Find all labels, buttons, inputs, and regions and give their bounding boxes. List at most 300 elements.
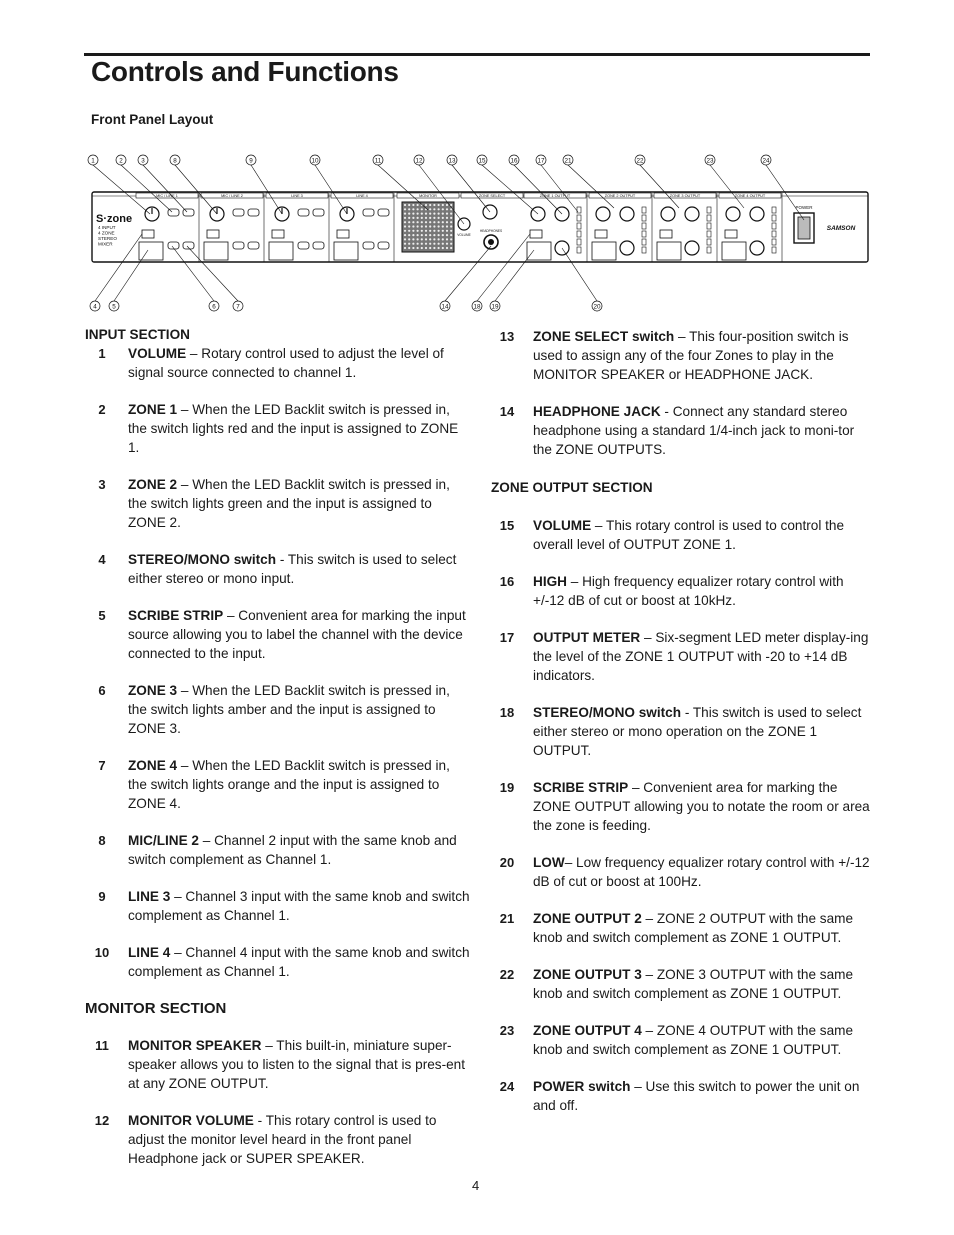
zone2-switch-icon [248,209,259,216]
grille-hole [408,213,410,215]
item-term: ZONE OUTPUT 2 [533,911,642,926]
grille-hole [450,217,452,219]
grille-hole [408,225,410,227]
item-number: 5 [98,608,106,623]
grille-hole [421,230,423,232]
channel-label: MIC / LINE 2 [221,194,243,198]
zone-volume-knob-icon [726,207,740,221]
callout-number: 20 [593,303,601,311]
grille-hole [438,217,440,219]
item-14 [490,402,875,459]
item-description: – Use this switch to power the unit on and off. [533,1079,860,1113]
item-description: - This switch is used to select either stereo or mono operation on the ZONE 1 OUTPUT. [533,705,862,758]
grille-hole [446,230,448,232]
grille-hole [433,208,435,210]
grille-hole [417,213,419,215]
item-description: – When the LED Backlit switch is pressed in, the switch lights amber and the input is assigned to ZONE 3. [128,683,450,736]
item-description: – This four-position switch is used to assign any of the four Zones to play in the MONITOR SPEAKER or HEADPHONE JACK. [533,329,849,382]
grille-hole [425,243,427,245]
grille-hole [446,238,448,240]
grille-hole [421,234,423,236]
grille-hole [450,221,452,223]
item-description: – This rotary control is used to control the overall level of OUTPUT ZONE 1. [533,518,845,552]
item-description: – When the LED Backlit switch is pressed in, the switch lights orange and the input is assigned to ZONE 4. [128,758,450,811]
grille-hole [417,221,419,223]
item-number: 8 [98,833,106,848]
meter-led [642,215,646,221]
grille-hole [438,234,440,236]
item-11 [85,1036,470,1093]
item-5 [85,606,470,663]
meter-led [772,223,776,229]
zone2-switch-icon [183,209,194,216]
item-number: 17 [499,630,515,645]
item-term: ZONE 3 [128,683,178,698]
item-description: – Six-segment LED meter display-ing the level of the ZONE 1 OUTPUT with -20 to +14 dB indicators. [533,630,869,683]
item-16 [490,572,875,610]
grille-hole [408,234,410,236]
stereo-mono-switch-icon [207,230,219,238]
grille-hole [417,234,419,236]
grille-hole [433,238,435,240]
item-9 [85,887,470,925]
grille-hole [421,221,423,223]
callout-number: 14 [441,303,449,311]
grille-hole [433,234,435,236]
item-term: LOW [533,855,565,870]
zone4-switch-icon [378,242,389,249]
callout-number: 10 [311,157,319,165]
grille-hole [446,213,448,215]
stereo-mono-switch-icon [337,230,349,238]
item-number: 22 [499,967,515,982]
grille-hole [425,238,427,240]
grille-hole [442,213,444,215]
item-description: - Connect any standard stereo headphone using a standard 1/4-inch jack to moni-tor the ZONE OUTPUTS. [533,404,855,457]
monitor-label: MONITOR [419,194,437,198]
grille-hole [442,238,444,240]
grille-hole [429,221,431,223]
grille-hole [446,243,448,245]
meter-led [577,239,581,245]
zone-stereo-mono-switch-icon [595,230,607,238]
grille-hole [408,243,410,245]
grille-hole [412,247,414,249]
grille-hole [429,230,431,232]
zone-stereo-mono-switch-icon [725,230,737,238]
scribe-strip [334,242,358,260]
zone-output-label: ZONE 2 OUTPUT [604,194,636,198]
grille-hole [429,208,431,210]
grille-hole [438,213,440,215]
input-section-heading: INPUT SECTION [85,327,190,342]
grille-hole [404,217,406,219]
meter-led [772,239,776,245]
item-number: 18 [499,705,515,720]
grille-hole [421,238,423,240]
zone1-switch-icon [363,209,374,216]
meter-led [772,207,776,213]
grille-hole [408,204,410,206]
item-description: - This rotary control is used to adjust the monitor level heard in the front panel Headphone jack or SUPER SPEAKER. [128,1113,437,1166]
scribe-strip [204,242,228,260]
grille-hole [438,204,440,206]
zone-output-label: ZONE 4 OUTPUT [734,194,766,198]
model-desc: STEREO [98,236,117,241]
item-term: POWER switch [533,1079,631,1094]
page-number: 4 [472,1178,480,1193]
meter-led [772,215,776,221]
item-term: ZONE 4 [128,758,178,773]
grille-hole [421,208,423,210]
item-term: ZONE 2 [128,477,178,492]
item-22 [490,965,875,1003]
grille-hole [404,213,406,215]
item-8 [85,831,470,869]
meter-led [642,247,646,253]
grille-hole [421,213,423,215]
item-term: MONITOR SPEAKER [128,1038,262,1053]
meter-led [772,247,776,253]
item-number: 2 [98,402,106,417]
meter-led [642,231,646,237]
zone-scribe-strip [722,242,746,260]
item-13 [490,327,875,384]
meter-led [577,207,581,213]
item-number: 3 [98,477,106,492]
item-1 [85,344,470,382]
zone-stereo-mono-switch-icon [530,230,542,238]
item-term: MIC/LINE 2 [128,833,199,848]
grille-hole [429,238,431,240]
callout-number: 23 [706,157,714,165]
meter-led [707,247,711,253]
zone-scribe-strip [592,242,616,260]
grille-hole [412,230,414,232]
grille-hole [404,225,406,227]
model-desc: 4 INPUT [98,225,116,230]
grille-hole [429,234,431,236]
callout-number: 17 [537,157,545,165]
item-term: STEREO/MONO switch [533,705,682,720]
zone-volume-knob-icon [661,207,675,221]
grille-hole [438,221,440,223]
item-term: LINE 4 [128,945,171,960]
grille-hole [446,221,448,223]
item-number: 11 [95,1038,109,1053]
callout-number: 5 [112,303,116,311]
zone3-switch-icon [233,242,244,249]
callout-number: 2 [119,157,123,165]
grille-hole [429,243,431,245]
grille-hole [446,247,448,249]
grille-hole [450,230,452,232]
zone-output-heading: ZONE OUTPUT SECTION [491,480,653,495]
low-eq-knob-icon [750,241,764,255]
callout-number: 9 [249,157,253,165]
item-description: – This built-in, miniature super-speaker allows you to listen to the signal that is pres-ent at any ZONE OUTPUT. [128,1038,466,1091]
item-term: SCRIBE STRIP [128,608,224,623]
right-column [490,325,875,1115]
monitor-cont-list [490,327,875,459]
grille-hole [425,217,427,219]
item-description: – Channel 2 input with the same knob and switch complement as Channel 1. [128,833,457,867]
grille-hole [417,204,419,206]
grille-hole [450,213,452,215]
item-6 [85,681,470,738]
item-number: 1 [98,346,106,361]
meter-led [577,223,581,229]
item-description: – Rotary control used to adjust the level of signal source connected to channel 1. [128,346,444,380]
callout-number: 24 [762,157,770,165]
grille-hole [450,234,452,236]
zone-stereo-mono-switch-icon [660,230,672,238]
item-number: 10 [94,945,110,960]
grille-hole [412,243,414,245]
grille-hole [404,238,406,240]
grille-hole [425,221,427,223]
grille-hole [442,225,444,227]
item-description: – Low frequency equalizer rotary control with +/-12 dB of cut or boost at 100Hz. [533,855,870,889]
headphone-jack-hole [488,239,494,245]
front-panel-diagram [84,150,874,318]
grille-hole [404,230,406,232]
zone4-switch-icon [313,242,324,249]
zone-scribe-strip [527,242,551,260]
front-panel-heading: Front Panel Layout [91,112,214,127]
item-18 [490,703,875,760]
grille-hole [421,217,423,219]
callout-number: 22 [636,157,644,165]
item-7 [85,756,470,813]
grille-hole [433,225,435,227]
item-number: 24 [499,1079,515,1094]
zone2-switch-icon [313,209,324,216]
meter-led [577,215,581,221]
grille-hole [429,247,431,249]
meter-led [707,231,711,237]
zone3-switch-icon [363,242,374,249]
callout-number: 7 [236,303,240,311]
grille-hole [425,213,427,215]
power-label: POWER [795,205,813,210]
page-title: Controls and Functions [91,56,399,87]
item-term: STEREO/MONO switch [128,552,277,567]
item-3 [85,475,470,532]
item-10 [85,943,470,981]
grille-hole [408,208,410,210]
low-eq-knob-icon [685,241,699,255]
callout-number: 13 [448,157,456,165]
grille-hole [446,208,448,210]
item-21 [490,909,875,947]
item-term: HEADPHONE JACK [533,404,661,419]
item-number: 14 [499,404,515,419]
zone-select-label: ZONE SELECT [478,194,506,198]
grille-hole [417,243,419,245]
meter-led [577,231,581,237]
model-desc: 4 ZONE [98,230,115,236]
grille-hole [417,230,419,232]
meter-led [642,223,646,229]
callout-number: 12 [415,157,423,165]
monitor-volume-label: VOLUME [457,233,471,237]
monitor-section-heading: MONITOR SECTION [85,1000,227,1017]
input-section-list [85,344,470,981]
meter-led [642,207,646,213]
grille-hole [412,238,414,240]
grille-hole [417,208,419,210]
grille-hole [404,247,406,249]
item-number: 16 [499,574,515,589]
grille-hole [412,225,414,227]
model-desc: MIXER [98,241,113,247]
grille-hole [442,234,444,236]
channel-label: LINE 4 [356,194,368,198]
grille-hole [450,247,452,249]
grille-hole [408,217,410,219]
grille-hole [429,225,431,227]
grille-hole [433,217,435,219]
callout-number: 16 [510,157,518,165]
grille-hole [450,243,452,245]
power-rocker [798,217,810,239]
grille-hole [412,217,414,219]
item-term: OUTPUT METER [533,630,641,645]
item-23 [490,1021,875,1059]
item-12 [85,1111,470,1168]
item-term: ZONE OUTPUT 4 [533,1023,642,1038]
zone2-switch-icon [378,209,389,216]
item-term: VOLUME [533,518,592,533]
grille-hole [404,208,406,210]
grille-hole [442,221,444,223]
item-number: 13 [499,329,515,344]
grille-hole [417,225,419,227]
callout-number: 21 [564,157,572,165]
item-17 [490,628,875,685]
grille-hole [412,213,414,215]
grille-hole [433,204,435,206]
scribe-strip [139,242,163,260]
zone-output-label: ZONE 3 OUTPUT [669,194,701,198]
grille-hole [417,247,419,249]
grille-hole [412,221,414,223]
grille-hole [442,243,444,245]
grille-hole [404,243,406,245]
grille-hole [442,247,444,249]
grille-hole [404,204,406,206]
item-term: LINE 3 [128,889,171,904]
item-term: SCRIBE STRIP [533,780,629,795]
high-eq-knob-icon [685,207,699,221]
item-description: - This switch is used to select either stereo or mono input. [128,552,457,586]
grille-hole [433,221,435,223]
item-description: – Convenient area for marking the input source allowing you to label the channel with the device connected to the input. [128,608,466,661]
grille-hole [408,221,410,223]
item-description: – Channel 4 input with the same knob and switch complement as Channel 1. [128,945,470,979]
grille-hole [408,238,410,240]
grille-hole [438,238,440,240]
zone-volume-knob-icon [596,207,610,221]
meter-led [577,247,581,253]
zone3-switch-icon [298,242,309,249]
zone1-switch-icon [233,209,244,216]
grille-hole [442,217,444,219]
item-19 [490,778,875,835]
grille-hole [446,217,448,219]
grille-hole [421,247,423,249]
grille-hole [438,247,440,249]
grille-hole [421,243,423,245]
grille-hole [408,247,410,249]
grille-hole [421,225,423,227]
callout-number: 8 [173,157,177,165]
zone-output-list [490,516,875,1115]
item-24 [490,1077,875,1115]
grille-hole [429,204,431,206]
monitor-section-list [85,1036,470,1168]
grille-hole [446,204,448,206]
item-description: – ZONE 4 OUTPUT with the same knob and switch complement as ZONE 1 OUTPUT. [533,1023,854,1057]
callout-number: 11 [374,157,382,165]
meter-led [707,239,711,245]
item-term: ZONE SELECT switch [533,329,675,344]
item-description: – High frequency equalizer rotary control with +/-12 dB of cut or boost at 10kHz. [533,574,844,608]
grille-hole [438,225,440,227]
grille-hole [446,225,448,227]
grille-hole [425,234,427,236]
grille-hole [404,221,406,223]
high-eq-knob-icon [620,207,634,221]
item-term: VOLUME [128,346,187,361]
item-term: HIGH [533,574,567,589]
grille-hole [442,208,444,210]
meter-led [707,223,711,229]
item-number: 6 [98,683,106,698]
model-logo: S·zone [96,213,133,225]
grille-hole [425,230,427,232]
item-number: 15 [499,518,515,533]
brand-logo: SAMSON [826,225,856,232]
callout-number: 18 [473,303,481,311]
item-2 [85,400,470,457]
grille-hole [433,213,435,215]
grille-hole [412,208,414,210]
headphones-label: HEADPHONES [479,229,503,233]
grille-hole [425,247,427,249]
item-description: – Convenient area for marking the ZONE OUTPUT allowing you to notate the room or area the zone is feeding. [533,780,870,833]
meter-led [707,215,711,221]
meter-led [707,207,711,213]
zone1-switch-icon [298,209,309,216]
grille-hole [408,230,410,232]
item-4 [85,550,470,588]
item-term: ZONE OUTPUT 3 [533,967,642,982]
item-number: 12 [94,1113,110,1128]
grille-hole [429,213,431,215]
item-description: – When the LED Backlit switch is pressed in, the switch lights green and the input is assigned to ZONE 2. [128,477,450,530]
item-description: – ZONE 2 OUTPUT with the same knob and switch complement as ZONE 1 OUTPUT. [533,911,854,945]
grille-hole [438,243,440,245]
low-eq-knob-icon [620,241,634,255]
item-term: MONITOR VOLUME [128,1113,254,1128]
item-number: 7 [98,758,106,773]
grille-hole [417,217,419,219]
item-description: – Channel 3 input with the same knob and switch complement as Channel 1. [128,889,470,923]
item-description: – When the LED Backlit switch is pressed in, the switch lights red and the input is assigned to ZONE 1. [128,402,459,455]
grille-hole [425,204,427,206]
